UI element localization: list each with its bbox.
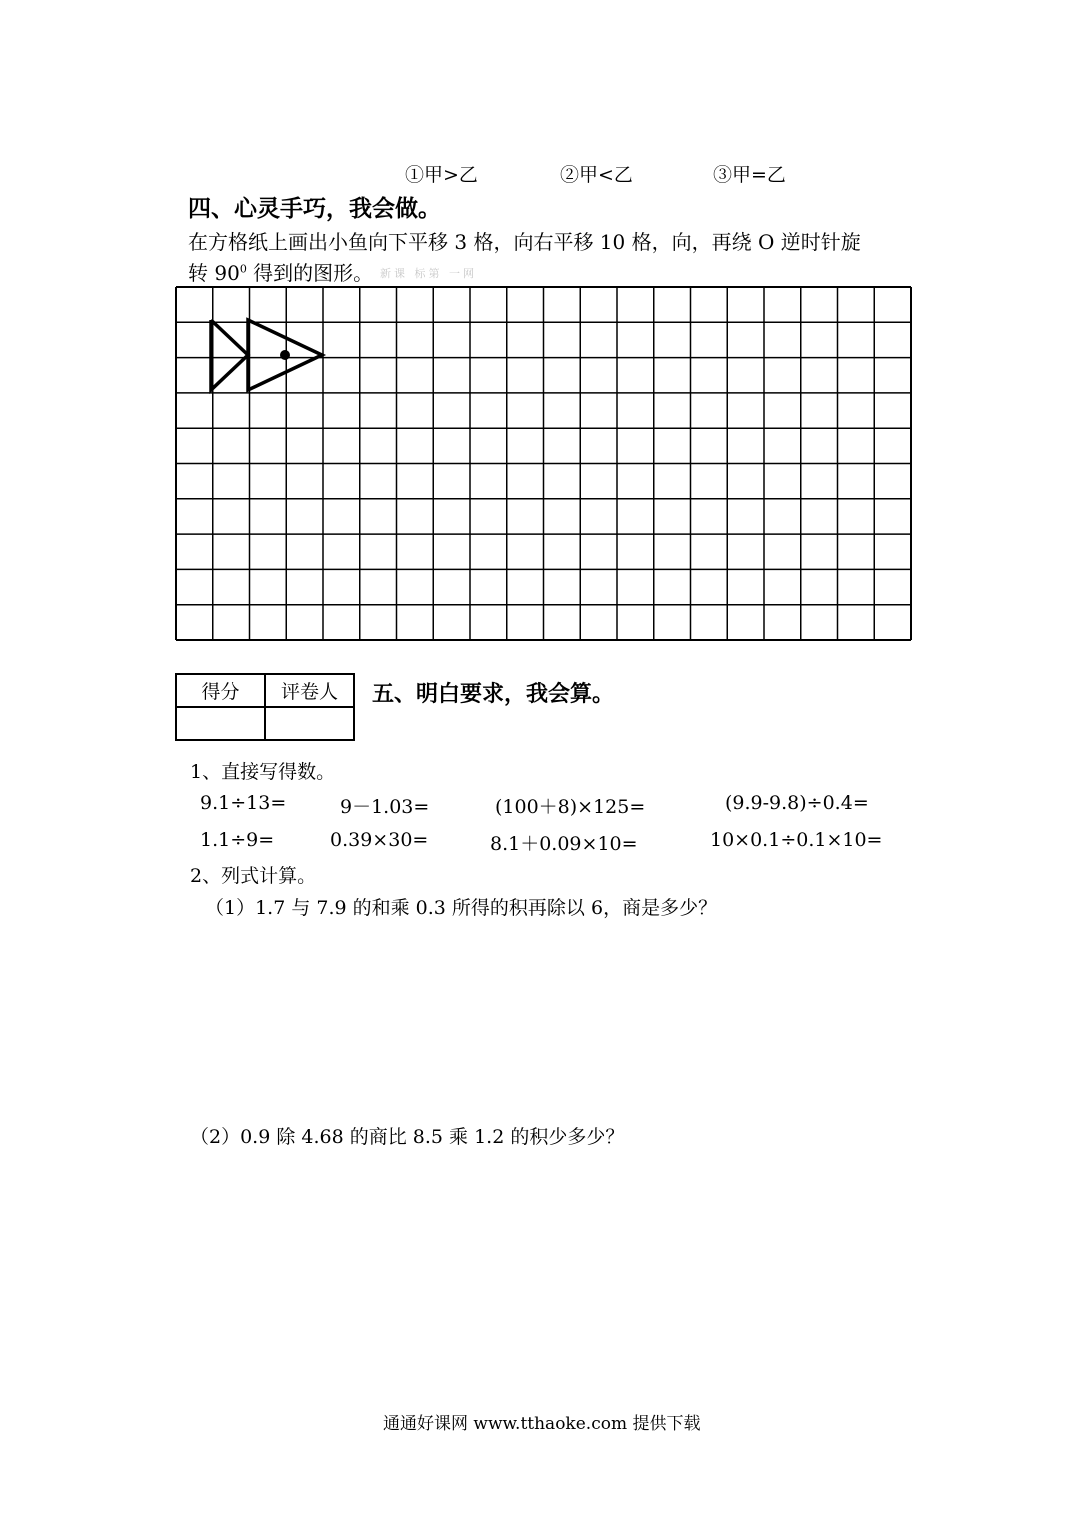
q1-row1-item4: (9.9-9.8)÷0.4= bbox=[725, 792, 869, 814]
q1-row2-item3: 8.1＋0.09×10= bbox=[490, 833, 638, 855]
option-3: ③甲=乙 bbox=[713, 164, 786, 186]
fish-tail bbox=[211, 320, 248, 390]
score-cell[interactable] bbox=[176, 707, 265, 740]
q1-row1-item2: 9－1.03= bbox=[340, 796, 430, 818]
score-header: 得分 bbox=[176, 674, 265, 707]
watermark: 新课 标第 一网 bbox=[380, 267, 477, 280]
q1-row2-item4: 10×0.1÷0.1×10= bbox=[710, 829, 883, 851]
q1-row1-item3: (100＋8)×125= bbox=[495, 796, 646, 818]
footer: 通通好课网 www.tthaoke.com 提供下载 bbox=[383, 1414, 701, 1434]
q1-row1-item1: 9.1÷13= bbox=[200, 792, 287, 814]
section5-title: 五、明白要求，我会算。 bbox=[372, 681, 615, 707]
section4-instruction-line2: 转 $90^0$ 得到的图形。 bbox=[188, 261, 374, 285]
section4-title: 四、心灵手巧，我会做。 bbox=[188, 195, 441, 222]
q1-title: 1、直接写得数。 bbox=[190, 761, 336, 783]
grader-header: 评卷人 bbox=[265, 674, 354, 707]
fish-figure bbox=[211, 320, 322, 390]
section4-instruction-line1: 在方格纸上画出小鱼向下平移 3 格，向右平移 10 格，向，再绕 O 逆时针旋 bbox=[188, 230, 861, 254]
grid-paper bbox=[174, 285, 914, 643]
q1-row2-item1: 1.1÷9= bbox=[200, 829, 275, 851]
option-2: ②甲<乙 bbox=[560, 164, 633, 186]
q2-item1: （1）1.7 与 7.9 的和乘 0.3 所得的积再除以 6，商是多少？ bbox=[205, 897, 718, 919]
q2-item2: （2）0.9 除 4.68 的商比 8.5 乘 1.2 的积少多少？ bbox=[190, 1126, 625, 1148]
score-table bbox=[175, 673, 355, 741]
option-1: ①甲>乙 bbox=[405, 164, 478, 186]
point-o bbox=[280, 350, 290, 360]
q2-title: 2、列式计算。 bbox=[190, 865, 317, 887]
grader-cell[interactable] bbox=[265, 707, 354, 740]
q1-row2-item2: 0.39×30= bbox=[330, 829, 429, 851]
